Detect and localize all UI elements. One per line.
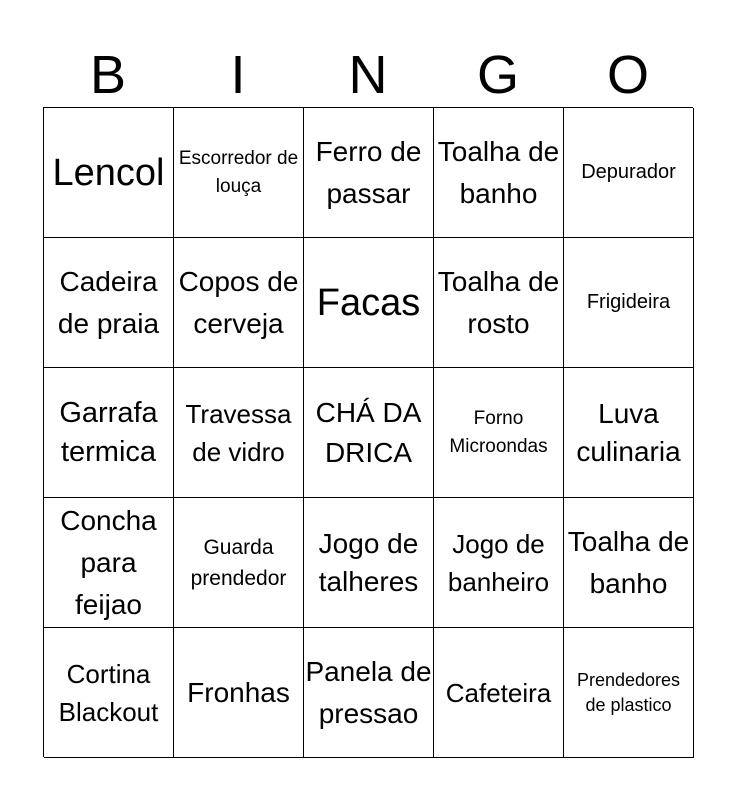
cell-label: Toalha de banho bbox=[567, 525, 690, 599]
header-letter-o: O bbox=[606, 45, 649, 105]
cell-label: Prendedores de plastico bbox=[576, 669, 681, 715]
cell-label: Cortina Blackout bbox=[58, 658, 159, 727]
bingo-cell[interactable] bbox=[434, 368, 564, 498]
cell-label: Lencol bbox=[52, 151, 165, 194]
bingo-card-grid bbox=[43, 107, 693, 757]
cell-label: Guarda prendedor bbox=[190, 535, 287, 590]
bingo-cell[interactable] bbox=[564, 108, 694, 238]
cell-label: Fronhas bbox=[187, 676, 290, 708]
bingo-cell[interactable] bbox=[304, 368, 434, 498]
header-letter-i: I bbox=[230, 45, 246, 105]
cell-label: Ferro de passar bbox=[315, 135, 422, 209]
cell-label: Jogo de banheiro bbox=[447, 528, 550, 597]
bingo-cell[interactable] bbox=[174, 498, 304, 628]
cell-label: Frigideira bbox=[586, 291, 671, 313]
bingo-cell[interactable] bbox=[434, 498, 564, 628]
bingo-header bbox=[43, 44, 693, 106]
cell-label: Escorredor de louça bbox=[178, 147, 299, 197]
bingo-cell[interactable] bbox=[434, 108, 564, 238]
bingo-cell[interactable] bbox=[174, 628, 304, 758]
cell-label: Panela de pressao bbox=[305, 655, 432, 729]
bingo-cell[interactable] bbox=[44, 628, 174, 758]
bingo-cell[interactable] bbox=[304, 628, 434, 758]
bingo-cell[interactable] bbox=[44, 498, 174, 628]
bingo-cell[interactable] bbox=[434, 238, 564, 368]
bingo-cell[interactable] bbox=[434, 628, 564, 758]
bingo-cell[interactable] bbox=[44, 108, 174, 238]
bingo-cell[interactable] bbox=[564, 498, 694, 628]
bingo-cell[interactable] bbox=[174, 238, 304, 368]
header-letter-g: G bbox=[476, 45, 519, 105]
bingo-cell[interactable] bbox=[44, 368, 174, 498]
bingo-cell[interactable] bbox=[304, 498, 434, 628]
cell-label: Depurador bbox=[581, 161, 676, 183]
cell-label: Facas bbox=[316, 281, 421, 324]
bingo-cell[interactable] bbox=[564, 238, 694, 368]
bingo-cell[interactable] bbox=[564, 628, 694, 758]
cell-label: Toalha de rosto bbox=[437, 265, 560, 339]
cell-label: Jogo de talheres bbox=[318, 527, 419, 597]
cell-label: Copos de cerveja bbox=[178, 265, 299, 339]
cell-label: Luva culinaria bbox=[576, 397, 681, 467]
bingo-cell[interactable] bbox=[174, 108, 304, 238]
cell-label: Cafeteira bbox=[445, 677, 552, 708]
bingo-cell[interactable] bbox=[44, 238, 174, 368]
header-letter-n: N bbox=[348, 45, 388, 105]
cell-label: Forno Microondas bbox=[449, 407, 548, 457]
cell-label: CHÁ DA DRICA bbox=[315, 396, 422, 468]
bingo-cell[interactable] bbox=[564, 368, 694, 498]
cell-label: Travessa de vidro bbox=[185, 398, 292, 467]
cell-label: Cadeira de praia bbox=[57, 265, 160, 339]
bingo-cell[interactable] bbox=[304, 238, 434, 368]
cell-label: Garrafa termica bbox=[59, 396, 158, 468]
header-letter-b: B bbox=[89, 45, 127, 105]
bingo-cell[interactable] bbox=[304, 108, 434, 238]
bingo-cell[interactable] bbox=[174, 368, 304, 498]
cell-label: Toalha de banho bbox=[437, 135, 560, 209]
cell-label: Concha para feijao bbox=[60, 504, 157, 620]
